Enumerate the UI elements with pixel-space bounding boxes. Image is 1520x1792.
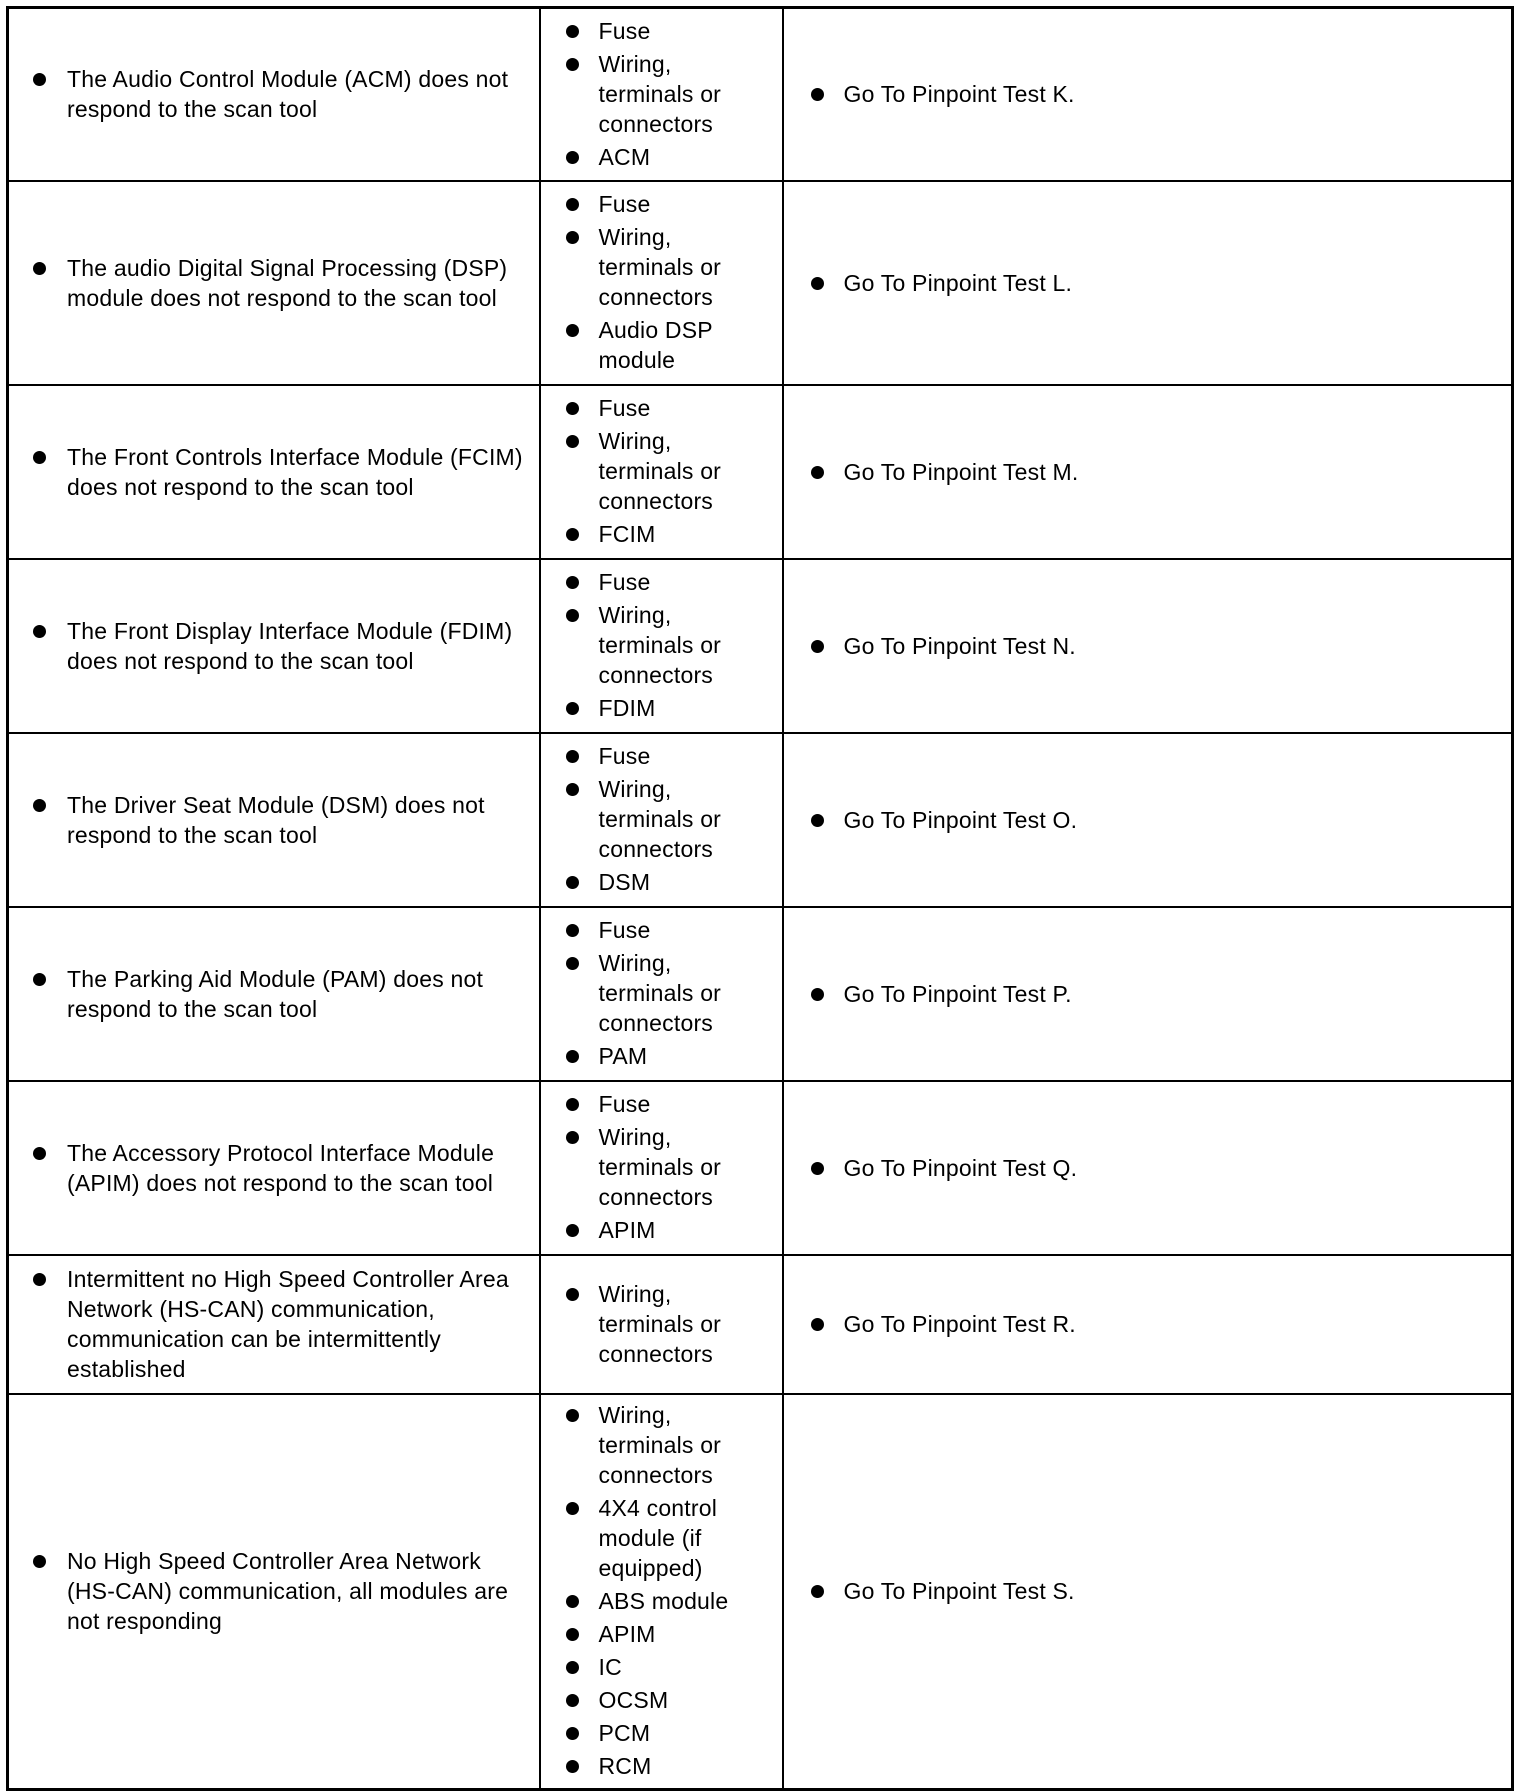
table-row <box>8 1394 1513 1790</box>
source-item: FCIM <box>599 519 772 549</box>
table-row <box>8 181 1513 385</box>
possible-sources-cell <box>540 1081 783 1255</box>
source-item: ACM <box>599 142 772 172</box>
source-item: Fuse <box>599 915 772 945</box>
possible-sources-cell <box>540 559 783 733</box>
action-text: Go To Pinpoint Test S. <box>844 1576 1512 1606</box>
table-row <box>8 733 1513 907</box>
source-item: Wiring, terminals or connectors <box>599 1400 772 1490</box>
source-item: PCM <box>599 1718 772 1748</box>
table-row <box>8 1255 1513 1394</box>
condition-text: The Parking Aid Module (PAM) does not respond to the scan tool <box>67 964 525 1024</box>
source-item: Audio DSP module <box>599 315 772 375</box>
action-cell <box>783 1255 1513 1394</box>
action-cell <box>783 8 1513 181</box>
source-item: ABS module <box>599 1586 772 1616</box>
condition-text: The Accessory Protocol Interface Module (APIM) does not respond to the scan tool <box>67 1138 525 1198</box>
action-cell <box>783 1394 1513 1790</box>
condition-cell <box>8 1081 540 1255</box>
table-row <box>8 559 1513 733</box>
action-text: Go To Pinpoint Test Q. <box>844 1153 1512 1183</box>
source-item: Wiring, terminals or connectors <box>599 774 772 864</box>
table-row <box>8 907 1513 1081</box>
possible-sources-cell <box>540 181 783 385</box>
condition-text: No High Speed Controller Area Network (HS-CAN) communication, all modules are not responding <box>67 1546 525 1636</box>
action-cell <box>783 1081 1513 1255</box>
condition-text: The Front Controls Interface Module (FCIM) does not respond to the scan tool <box>67 443 523 500</box>
condition-cell <box>8 1255 540 1394</box>
possible-sources-cell <box>540 1394 783 1790</box>
action-cell <box>783 733 1513 907</box>
action-cell <box>783 385 1513 559</box>
source-item: OCSM <box>599 1685 772 1715</box>
source-item: Wiring, terminals or connectors <box>599 1279 772 1369</box>
action-cell <box>783 181 1513 385</box>
condition-text: Intermittent no High Speed Controller Area Network (HS-CAN) communication, communication can be intermittently established <box>67 1264 525 1384</box>
source-item: Wiring, terminals or connectors <box>599 49 772 139</box>
source-item: FDIM <box>599 693 772 723</box>
condition-text: The Front Display Interface Module (FDIM) does not respond to the scan tool <box>67 616 525 676</box>
table-row <box>8 385 1513 559</box>
condition-text: The Audio Control Module (ACM) does not respond to the scan tool <box>67 64 525 124</box>
condition-cell <box>8 8 540 181</box>
possible-sources-cell <box>540 733 783 907</box>
action-text: Go To Pinpoint Test K. <box>844 79 1512 109</box>
source-item: Wiring, terminals or connectors <box>599 426 772 516</box>
condition-cell <box>8 385 540 559</box>
condition-cell <box>8 181 540 385</box>
action-cell <box>783 559 1513 733</box>
source-item: Fuse <box>599 567 772 597</box>
action-cell <box>783 907 1513 1081</box>
table-row <box>8 1081 1513 1255</box>
action-text: Go To Pinpoint Test O. <box>844 805 1512 835</box>
source-item: Wiring, terminals or connectors <box>599 600 772 690</box>
source-item: IC <box>599 1652 772 1682</box>
action-text: Go To Pinpoint Test P. <box>844 979 1512 1009</box>
action-text: Go To Pinpoint Test N. <box>844 631 1512 661</box>
condition-cell <box>8 907 540 1081</box>
action-text: Go To Pinpoint Test M. <box>844 457 1512 487</box>
action-text: Go To Pinpoint Test L. <box>844 268 1512 298</box>
source-item: RCM <box>599 1751 772 1781</box>
condition-text: The Driver Seat Module (DSM) does not respond to the scan tool <box>67 790 525 850</box>
source-item: 4X4 control module (if equipped) <box>599 1493 772 1583</box>
source-item: Wiring, terminals or connectors <box>599 948 772 1038</box>
source-item: Fuse <box>599 189 772 219</box>
source-item: Fuse <box>599 1089 772 1119</box>
possible-sources-cell <box>540 8 783 181</box>
source-item: Fuse <box>599 741 772 771</box>
possible-sources-cell <box>540 1255 783 1394</box>
possible-sources-cell <box>540 385 783 559</box>
source-item: PAM <box>599 1041 772 1071</box>
action-text: Go To Pinpoint Test R. <box>844 1309 1512 1339</box>
source-item: Wiring, terminals or connectors <box>599 1122 772 1212</box>
table-row <box>8 8 1513 181</box>
source-item: APIM <box>599 1619 772 1649</box>
source-item: Wiring, terminals or connectors <box>599 222 772 312</box>
source-item: APIM <box>599 1215 772 1245</box>
possible-sources-cell <box>540 907 783 1081</box>
condition-text: The audio Digital Signal Processing (DSP) module does not respond to the scan tool <box>67 253 525 313</box>
condition-cell <box>8 1394 540 1790</box>
source-item: DSM <box>599 867 772 897</box>
source-item: Fuse <box>599 16 772 46</box>
condition-cell <box>8 733 540 907</box>
condition-cell <box>8 559 540 733</box>
symptom-chart-table <box>6 6 1514 1791</box>
source-item: Fuse <box>599 393 772 423</box>
